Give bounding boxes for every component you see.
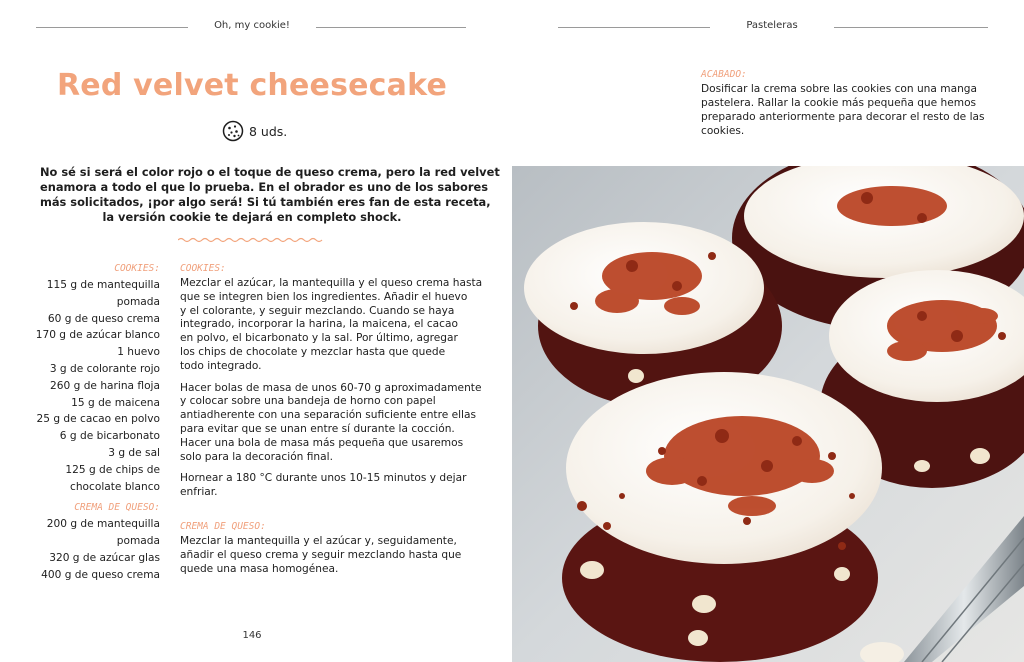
running-head-left: Oh, my cookie! [214,20,290,31]
method-cream-heading: CREMA DE QUESO: [180,520,266,532]
ingredient-item: 320 g de azúcar glas [49,551,160,564]
method-line: para evitar que se unan entre sí durante la cocción. [180,422,455,435]
intro-line: más solicitados, ¡por algo será! Si tú también eres fan de esta receta, [40,195,491,209]
ingredient-item: 3 g de colorante rojo [49,362,160,375]
ingredient-item: 3 g de sal [108,446,160,459]
wavy-divider [178,236,324,244]
ingredients-cream-heading: CREMA DE QUESO: [74,502,160,514]
recipe-intro [40,165,500,225]
header-rule-left [36,27,188,28]
method-line: Mezclar la mantequilla y el azúcar y, seguidamente, [180,534,457,547]
method-line: enfriar. [180,486,218,499]
header-rule-right [316,27,466,28]
finish-line: cookies. [701,125,745,137]
ingredient-item: 400 g de queso crema [41,568,160,581]
finish-line: preparado anteriormente para decorar el resto de las [701,111,985,123]
method-line: y colocar sobre una bandeja de horno con papel [180,395,436,408]
intro-line: enamora a todo el que lo prueba. En el obrador es uno de los sabores [40,180,488,194]
ingredient-item: 15 g de maicena [71,396,160,409]
ingredient-item: 200 g de mantequilla [46,518,160,531]
ingredients-list [20,262,160,584]
method-line: Hornear a 180 °C durante unos 10-15 minutos y dejar [180,472,467,485]
method-line: quede una masa homogénea. [180,562,339,575]
ingredients-cookies-heading: COOKIES: [114,263,160,274]
method-line: todo integrado. [180,359,262,372]
ingredient-item: 260 g de harina floja [50,379,160,392]
finish-heading: ACABADO: [701,69,747,80]
page-number: 146 [242,630,262,641]
intro-line: No sé si será el color rojo o el toque de queso crema, pero la red velvet [40,165,500,179]
method-paragraph [180,472,470,500]
method-paragraph [180,535,470,576]
ingredient-item: 6 g de bicarbonato [59,430,160,443]
ingredient-item: 115 g de mantequilla [46,279,160,291]
cookies-photo [512,166,1024,662]
cookie-icon [222,120,244,142]
red-velvet-cookies-illustration [512,166,1024,662]
method-line: que se integren bien los ingredientes. Añadir el huevo [180,290,468,303]
ingredient-item: pomada [116,535,160,548]
method-line: Hacer una bola de masa más pequeña que usaremos [180,436,464,449]
right-page [512,0,1024,662]
method-paragraph [180,381,482,465]
ingredient-item: 125 g de chips de [65,463,160,476]
method-line: Mezclar el azúcar, la mantequilla y el queso crema hasta [180,277,483,289]
running-head-right: Pasteleras [746,20,798,31]
intro-line: la versión cookie te dejará en completo shock. [102,210,402,224]
method-line: en polvo, el bicarbonato y la sal. Por último, agregar [180,332,458,345]
recipe-title: Red velvet cheesecake [57,68,447,103]
method-cookies-heading: COOKIES: [180,263,226,274]
ingredient-item: 1 huevo [117,346,160,359]
ingredient-item: 25 g de cacao en polvo [36,413,160,426]
header-rule-left [558,27,710,28]
ingredient-item: pomada [116,295,160,308]
ingredient-item: 60 g de queso crema [47,312,160,325]
recipe-yield [222,120,287,142]
finish-instructions [701,68,1001,138]
method-line: antiadherente con una separación suficiente entre ellas [180,409,477,422]
method-line: los chips de chocolate y mezclar hasta que quede [180,345,446,358]
method-line: integrado, incorporar la harina, la maicena, el cacao [180,318,458,331]
yield-text: 8 uds. [249,123,288,139]
header-rule-right [834,27,988,28]
method-steps [180,262,483,584]
method-line: y el colorante, y seguir mezclando. Cuando se haya [180,304,455,317]
method-line: añadir el queso crema y seguir mezclando hasta que [180,548,462,561]
ingredient-item: chocolate blanco [70,480,160,493]
method-line: solo para la decoración final. [180,450,333,463]
finish-line: pastelera. Rallar la cookie más pequeña que hemos [701,97,977,109]
method-paragraph [180,277,483,374]
method-line: Hacer bolas de masa de unos 60-70 g aproximadamente [180,381,482,394]
finish-line: Dosificar la crema sobre las cookies con una manga [701,83,978,95]
ingredient-item: 170 g de azúcar blanco [35,329,160,342]
